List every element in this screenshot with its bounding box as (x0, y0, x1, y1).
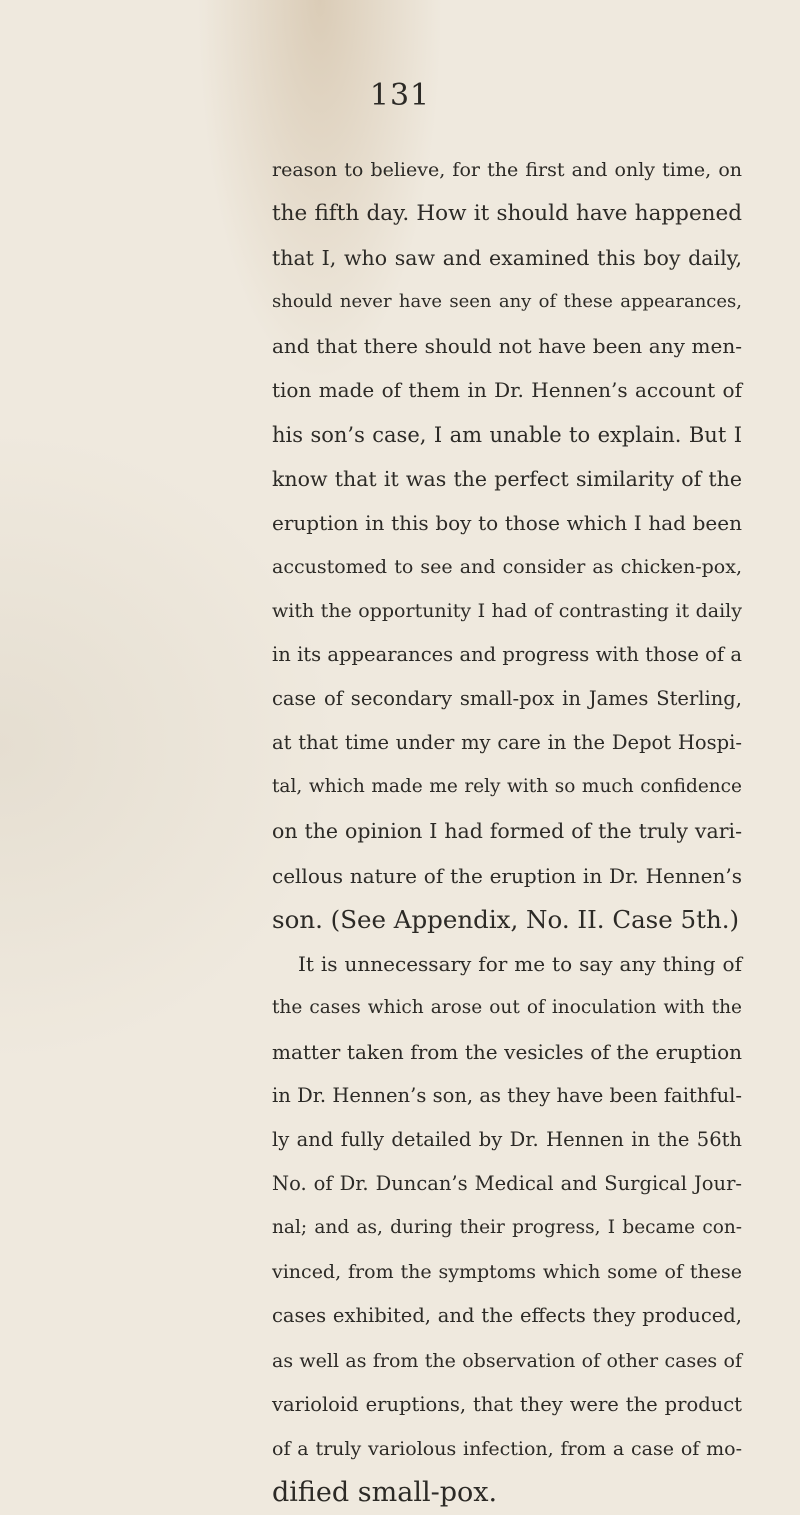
text-line: that I, who saw and examined this boy daily, (272, 246, 742, 271)
text-line: as well as from the observation of other cases of (272, 1349, 742, 1372)
text-line: the fifth day. How it should have happened (272, 201, 742, 227)
text-line: eruption in this boy to those which I had been (272, 510, 742, 535)
text-line: tion made of them in Dr. Hennen’s account of (272, 378, 742, 403)
text-line: of a truly variolous infection, from a case of mo- (272, 1437, 742, 1460)
text-line: ly and fully detailed by Dr. Hennen in the 56th (272, 1128, 742, 1152)
text-line: case of secondary small-pox in James Sterling, (272, 687, 742, 711)
text-line: tal, which made me rely with so much confidence (272, 776, 742, 798)
text-line: reason to believe, for the first and only time, on (272, 159, 742, 181)
text-line: the cases which arose out of inoculation with the (272, 996, 742, 1018)
text-line: should never have seen any of these appearances, (272, 291, 742, 313)
text-line: with the opportunity I had of contrasting it daily (272, 599, 742, 622)
page-number: 131 (369, 78, 431, 113)
text-line: It is unnecessary for me to say any thing of (298, 951, 742, 976)
text-line: nal; and as, during their progress, I became con- (272, 1217, 742, 1239)
text-line: vinced, from the symptoms which some of these (272, 1261, 742, 1284)
text-line: matter taken from the vesicles of the eruption (272, 1039, 742, 1064)
text-line: and that there should not have been any men- (272, 334, 742, 359)
text-line: at that time under my care in the Depot Hospi- (272, 731, 742, 755)
text-line: varioloid eruptions, that they were the product (272, 1392, 742, 1416)
text-line: cellous nature of the eruption in Dr. Hennen’s (272, 863, 742, 888)
text-line: in its appearances and progress with those of a (272, 643, 742, 667)
text-line: in Dr. Hennen’s son, as they have been faithful- (272, 1083, 742, 1107)
text-line: son. (See Appendix, No. II. Case 5th.) (272, 904, 740, 934)
body-text (272, 148, 742, 1515)
text-line: No. of Dr. Duncan’s Medical and Surgical Jour- (272, 1172, 742, 1196)
text-line: accustomed to see and consider as chicken-pox, (272, 555, 742, 578)
text-line: dified small-pox. (272, 1476, 498, 1508)
text-line: his son’s case, I am unable to explain. But I (272, 422, 742, 447)
text-line: cases exhibited, and the effects they produced, (272, 1304, 742, 1328)
text-line: on the opinion I had formed of the truly vari- (272, 819, 742, 844)
text-line: know that it was the perfect similarity of the (272, 466, 742, 491)
